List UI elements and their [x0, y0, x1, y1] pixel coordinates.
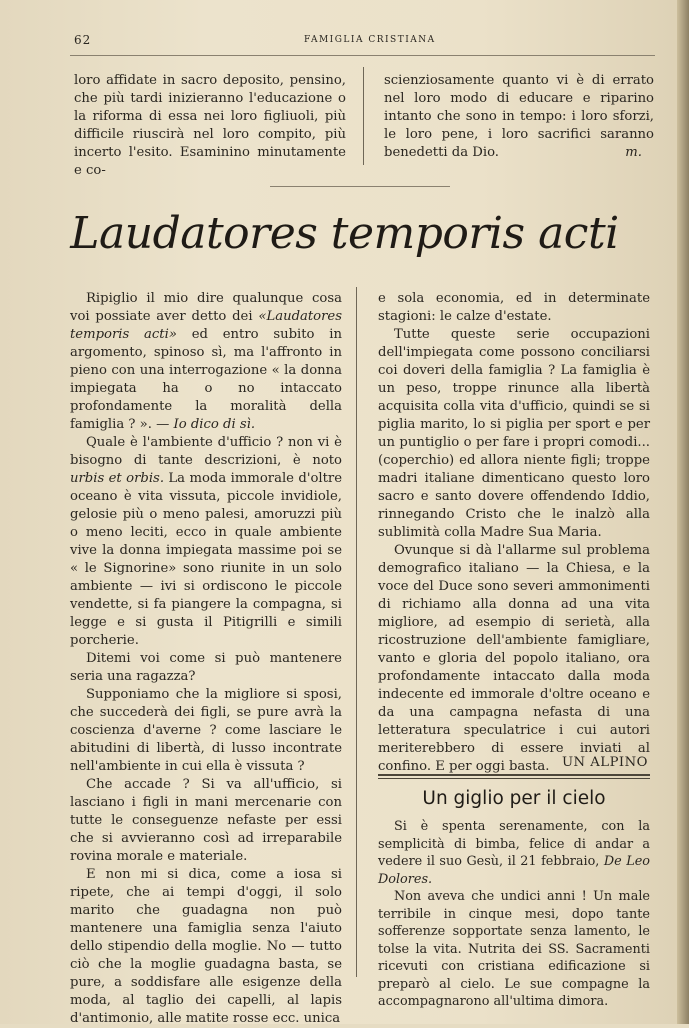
obituary-title: Un giglio per il cielo — [422, 788, 606, 809]
column-divider-top — [363, 67, 364, 165]
emphasis-text: De Leo Dolores. — [378, 854, 650, 887]
top-right-column — [384, 72, 654, 162]
paragraph — [378, 542, 650, 776]
paragraph-text: Non aveva che undici anni ! Un male terribile in cinque mesi, dopo tante sofferenze sopportate senza lamento, le tolse la vita. Nutrita dei SS. Sacramenti ricevuti con cristiana edificazione si preparò al cielo. Le sue compagne la accompagnarono all'ultima dimora. — [378, 889, 650, 1009]
paragraph — [70, 290, 342, 434]
signature-rule-thin — [378, 778, 650, 779]
top-left-text: loro affidate in sacro deposito, pensino, che più tardi inizieranno l'educazione o la riforma di essa nei loro figliuoli, più difficile riuscirà nel loro compito, più incerto l'esito. Esaminino minutamente e co- — [74, 73, 346, 178]
paragraph-text: Si è spenta serenamente, con la semplicità di bimba, felice di andar a vedere il suo Gesù, il 21 febbraio, — [378, 819, 650, 869]
emphasis-text: «Laudatores temporis acti» — [70, 309, 342, 342]
paragraph — [70, 434, 342, 650]
paragraph — [70, 776, 342, 866]
paragraph-text: E non mi si dica, come a iosa si ripete, che ai tempi d'oggi, il solo marito che guadagna non può mantenere una famiglia senza l'aiuto dello stipendio della moglie. No — tutto ciò che la moglie guadagna basta, se pure, a soddisfare alle esigenze della moda, al taglio dei capelli, al lapis d'antimonio, alle matite rosse ecc. unica — [70, 867, 342, 1026]
paragraph — [378, 888, 650, 1011]
article-left-column — [70, 290, 342, 1028]
header-rule — [70, 55, 655, 56]
top-right-body: scienziosamente quanto vi è di errato nel loro modo di educare e riparino intanto che sono in tempo: i loro sforzi, le loro pene, i loro sacrifici saranno benedetti da Dio. — [384, 73, 654, 160]
emphasis-text: Io dico di sì. — [173, 417, 256, 432]
top-right-text — [384, 72, 654, 162]
section-separator — [270, 186, 450, 187]
article-signature: UN ALPINO — [561, 755, 648, 770]
page-number: 62 — [74, 33, 92, 47]
signature-rule — [378, 774, 650, 776]
article-right-column — [378, 290, 650, 776]
emphasis-text: urbis et orbis. — [70, 471, 165, 486]
paragraph-text: Quale è l'ambiente d'ufficio ? non vi è bisogno di tante descrizioni, è noto — [70, 435, 342, 468]
paragraph-text: Ripiglio il mio dire qualunque cosa voi possiate aver detto dei — [70, 291, 342, 324]
top-left-column — [74, 72, 346, 180]
paragraph — [70, 650, 342, 686]
paragraph — [378, 326, 650, 542]
paragraph — [70, 866, 342, 1028]
publication-name: FAMIGLIA CRISTIANA — [304, 35, 436, 45]
paragraph-text: Che accade ? Si va all'ufficio, si lasciano i figli in mani mercenarie con tutte le conseguenze nefaste per essi che si avvieranno così ad irreparabile rovina morale e materiale. — [70, 777, 342, 864]
paragraph-text: Ditemi voi come si può mantenere seria una ragazza? — [70, 651, 342, 684]
page-edge-shadow — [677, 0, 689, 1024]
paragraph — [70, 686, 342, 776]
obituary-body — [378, 818, 650, 1011]
column-divider-main — [356, 287, 357, 977]
paragraph — [378, 290, 650, 326]
paragraph-text: e sola economia, ed in determinate stagioni: le calze d'estate. — [378, 291, 650, 324]
page-header — [74, 33, 650, 49]
paragraph-text: Tutte queste serie occupazioni dell'impiegata come possono conciliarsi coi doveri della famiglia ? La famiglia è un peso, troppe rinunce alla libertà acquisita colla vita d'ufficio, quindi se si piglia marito, lo si piglia per sport e per un puntiglio o per fare i propri comodi...(coperchio) ed allora niente figli; troppe madri italiane dimenticano questo loro sacro e santo dovere offendendo Iddio, rinnegando Cristo che le inalzò alla sublimità colla Madre Sua Maria. — [378, 327, 650, 540]
paragraph-text: ed entro subito in argomento, spinoso sì, ma l'affronto in pieno con una interrogazione « la donna impiegata ha o no intaccato profondamente la moralità della famiglia ? ». — — [70, 327, 342, 432]
paragraph-text: Supponiamo che la migliore si sposi, che succederà dei figli, se pure avrà la coscienza d'averne ? come lasciare le abitudini di libertà, di lusso incontrate nell'ambiente in cui ella è vissuta ? — [70, 687, 342, 774]
top-right-signoff: m. — [625, 145, 642, 160]
article-title: Laudatores temporis acti — [70, 208, 619, 259]
paragraph-text: Ovunque si dà l'allarme sul problema demografico italiano — la Chiesa, e la voce del Duce sono severi ammonimenti di richiamo alla donna ad una vita migliore, ad esempio di serietà, alla ricostruzione dell'ambiente famigliare, vanto e gloria del popolo italiano, ora profondamente intaccato dalla moda indecente ed immorale d'oltre oceano e da una campagna nefasta di una letteratura speculatrice i cui autori meriterebbero di essere inviati al confino. E per oggi basta. — [378, 543, 650, 774]
paragraph — [378, 818, 650, 888]
paragraph-text: La moda immorale d'oltre oceano è vita vissuta, piccole invidiole, gelosie più o meno palesi, amoruzzi più o meno leciti, ecco in quale ambiente vive la donna impiegata massime poi se « le Signorine» sono riunite in un solo ambiente — ivi si ordiscono le piccole vendette, si fa piangere la compagna, si legge e si gusta il Pitigrilli e simili porcherie. — [70, 471, 343, 648]
